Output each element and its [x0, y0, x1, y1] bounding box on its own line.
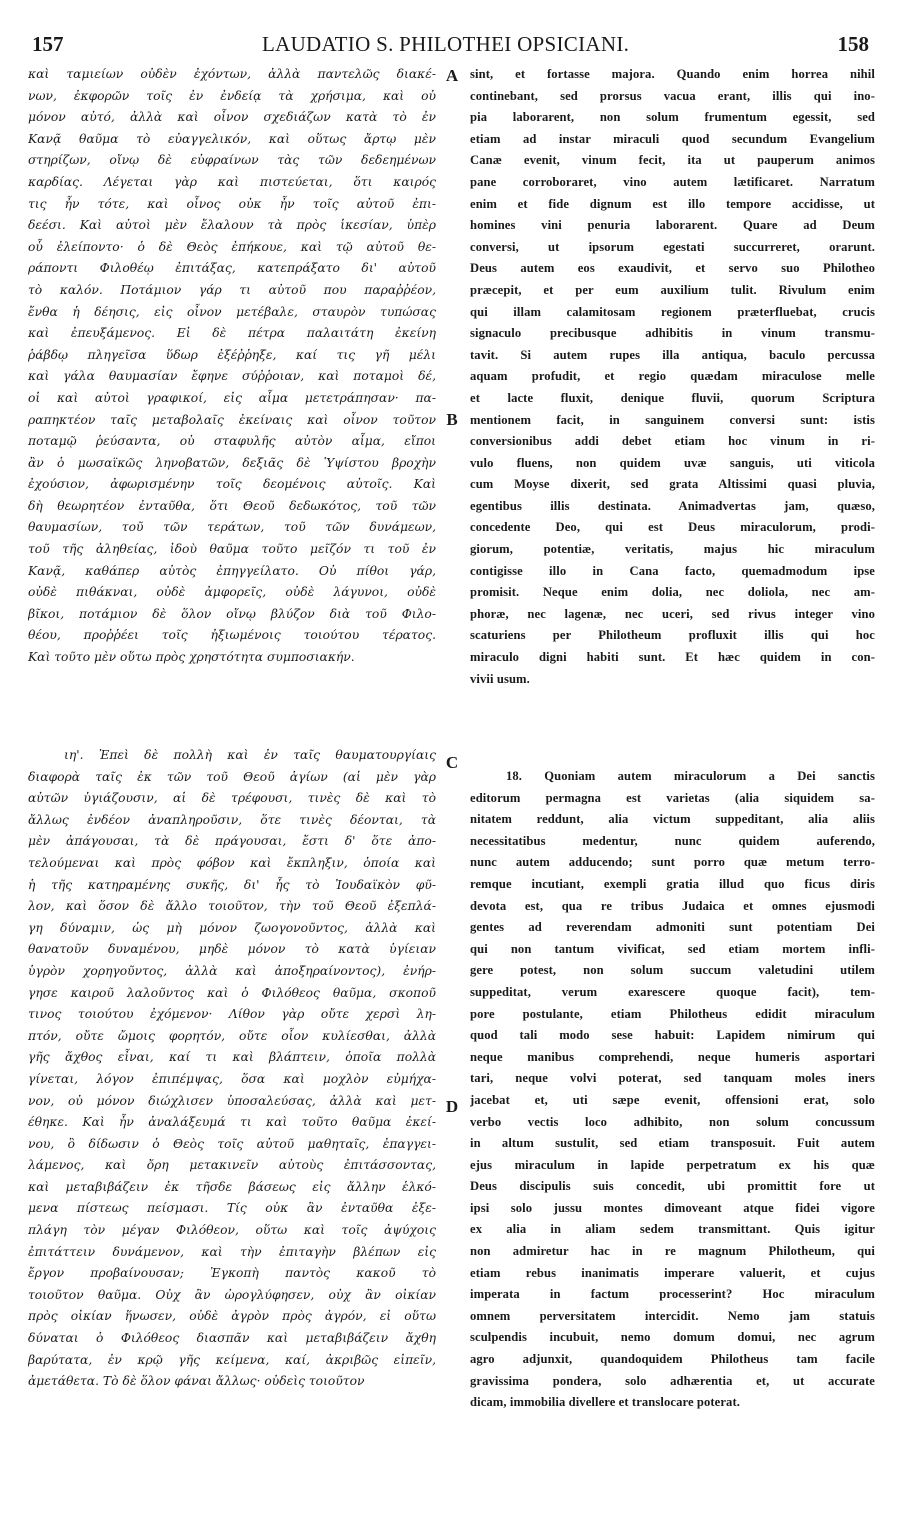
text-line: πρὸς οἰκίαν ἥνωσεν, οὐδὲ ἀγρὸν πρὸς ἀγρόν, εἰ οὕτω [28, 1309, 436, 1324]
text-line: καὶ μεταβιβάζειν ἐκ τῆσδε βάσεως εἰς ἄλλην ἑλκό- [28, 1179, 436, 1194]
text-line: ράποντι Φιλοθέῳ ἐπιτάξας, κατεπράξατο δι' αὐτοῦ [28, 261, 436, 276]
text-line: jacebat et, uti sæpe evenit, offensioni erat, solo [470, 1092, 875, 1107]
text-line: gere potest, non solum succum valetudini utilem [470, 963, 875, 978]
section-marker-c: C [445, 753, 459, 772]
text-line: οἱ καὶ αὐτοὶ γραφικοί, εἰς αἷμα μετετράπησαν· πα- [28, 390, 436, 405]
text-line: ἐπιτάττειν δυνάμενον, καὶ τὴν ἐπιταγὴν βλέπων εἰς [28, 1244, 436, 1259]
text-line: γίνεται, λόγον ἐπιπέμψας, ὅσα καὶ μοχλὸν εὐμήχα- [28, 1071, 436, 1086]
text-line: sculpendis incubuit, nemo domum domui, nec agrum [470, 1330, 875, 1345]
text-line: cum Moyse dixerit, sed grata Altissimi quasi pluvia, [470, 477, 875, 492]
text-line: Deus discipulis suis concedit, ubi promittit fore ut [470, 1179, 875, 1194]
text-line: et lacte fluxit, denique fluvii, quorum Scriptura [470, 390, 875, 405]
text-line: neque manibus comprehendi, neque humeris asportari [470, 1049, 875, 1064]
text-line: τινος τοιούτου ἐχόμενον· Λίθον γὰρ οὔτε χερσὶ λη- [28, 1007, 436, 1022]
text-line: imperata in factum processerint? Hoc miraculum [470, 1287, 875, 1302]
text-line: omnem perversitatem intercidit. Nemo jam statuis [470, 1308, 875, 1323]
text-line: Κανᾷ, καθάπερ αὐτὸς ἐπηγγείλατο. Οὐ πίθοι γάρ, [28, 563, 436, 578]
text-line: promisit. Neque enim dolia, nec doliola, nec am- [470, 585, 875, 600]
text-line: etiam ad instar miraculi quod secundum Evangelium [470, 131, 875, 146]
text-line: conversi, ut ipsorum egestati succurreret, orarunt. [470, 239, 875, 254]
greek-column-upper [28, 64, 436, 669]
text-line: præcepit, et per eum auxilium tulit. Rivulum enim [470, 282, 875, 297]
text-line: λον, καὶ ὅσον δὲ ἄλλο τοιοῦτον, τὴν τοῦ Θεοῦ ἐξεπλά- [28, 899, 436, 914]
text-line: contigisse illo in Cana facto, quemadmodum ipse [470, 563, 875, 578]
text-line: ῥάβδῳ πληγεῖσα ὕδωρ ἐξέῤῥηξε, καί τις γῆ μέλι [28, 347, 436, 362]
text-line: gentes ad reverendam admoniti sunt potentiam Dei [470, 920, 875, 935]
text-line: ἀμετάθετα. Τὸ δὲ ὅλον φάναι ἄλλως· οὐδεὶς τοιοῦτον [28, 1374, 365, 1389]
text-line: devota est, qua re tribus Judaica et omnes ejusmodi [470, 898, 875, 913]
text-line: ἂν ὁ μωσαϊκῶς ληνοβατῶν, δεξιᾶς δὲ Ὑψίστου βροχὴν [28, 455, 436, 470]
text-line: pane corroboraret, vino autem lætificaret. Narratum [470, 174, 875, 189]
text-line: concedente Deo, qui est Deus miraculorum, prodi- [470, 520, 875, 535]
text-line: qui illam calamitosam regionem præterfluebat, crucis [470, 304, 875, 319]
text-line: quod tali modo sese habuit: Lapidem nimirum qui [470, 1028, 875, 1043]
text-line: λάμενος, καὶ ὄρη μετακινεῖν αὐτοὺς ἐπιτάσσοντας, [28, 1158, 436, 1173]
text-line: necessitatibus medentur, nunc quidem auferendo, [470, 833, 875, 848]
text-line: ποταμῷ ῥεύσαντα, οὐ σταφυλῆς αὐτὸν αἷμα, εἴποι [28, 434, 436, 449]
text-line: δύναται ὁ Φιλόθεος διασπᾶν καὶ μεταβιβάζειν ἄχθη [28, 1331, 436, 1346]
text-line: τὸ καλόν. Ποτάμιον γάρ τι αὐτοῦ που παραῤῥέον, [28, 282, 436, 297]
text-line: ἔνθα ἡ δέησις, εἰς οἶνον μετέβαλε, σταυρὸν τυπώσας [28, 304, 436, 319]
text-line: βαρύτατα, ἐν κρῷ γῆς κείμενα, καί, ἀκριβῶς εἰπεῖν, [28, 1352, 436, 1367]
text-line: editorum permagna est varietas (alia siquidem sa- [470, 790, 875, 805]
text-line: μενα πίστεως πείσμασι. Τίς οὐκ ἂν ἐνταῦθα ἐξε- [28, 1201, 436, 1216]
latin-column-upper [470, 64, 875, 690]
text-line: aquam profudit, et regio quædam miraculose melle [470, 369, 875, 384]
text-line: tari, neque volvi poterat, sed tanquam moles iners [470, 1071, 875, 1086]
text-line: ἄλλως ἐνδέον ἀναπληροῦσιν, ὅτε τινὲς δέονται, τὰ [28, 812, 436, 827]
text-line: στηρίζων, οἴνῳ δὲ εὐφραίνων τὰς τῶν δεδεημένων [28, 153, 436, 168]
text-line: πλάγη τὸν μέγαν Φιλόθεον, οὕτω καὶ τοῖς ἀψύχοις [28, 1223, 436, 1238]
text-line: Deus autem eos exaudivit, et servo suo Philotheo [470, 261, 875, 276]
text-line: Canæ evenit, vinum fecit, ita ut pauperum animos [470, 153, 875, 168]
text-line: pore postulante, etiam Philotheus edidit miraculum [470, 1006, 875, 1021]
greek-column-lower [28, 745, 436, 1393]
text-line: qui non tantum vivificat, sed etiam mortem infli- [470, 941, 875, 956]
text-line: enim et fide dignum est illo tempore accidisse, ut [470, 196, 875, 211]
text-line: δεέσι. Καὶ αὐτοὶ μὲν ἔλαλουν τὰ πρὸς ἱκεσίαν, ὑπὲρ [28, 218, 436, 233]
page-header [0, 32, 903, 62]
text-line: θαυμασίων, τοῦ τῶν τεράτων, τοῦ τῶν δυνάμεων, [28, 520, 436, 535]
text-line: dicam, immobilia divellere et translocare poterat. [470, 1395, 740, 1410]
text-line: μὲν ἀπάγουσαι, τὰ δὲ πράγουσαι, ἔστι δ' ὅτε ἀπο- [28, 834, 436, 849]
text-line: tavit. Si autem rupes illa antiqua, baculo percussa [470, 347, 875, 362]
text-line: αὐτῶν ὑγιάζουσιν, αἱ δὲ τρέφουσι, τινὲς δὲ καὶ τὸ [28, 791, 436, 806]
text-line: διαφορὰ ταῖς ἐκ τῶν τοῦ Θεοῦ ἁγίων (αἱ μὲν γὰρ [28, 769, 436, 784]
text-line: phoræ, nec lagenæ, nec uceri, sed rivus integer vino [470, 606, 875, 621]
text-line: vivii usum. [470, 671, 530, 686]
latin-column-lower [470, 766, 875, 1414]
text-line: νων, ἐκφορῶν τοῖς ἐν ἐνδείᾳ τὰ χρήσιμα, καὶ οὐ [28, 88, 436, 103]
text-line: γη δύναμιν, ὡς μὴ μόνον ζωογονοῦντος, ἀλλὰ καὶ [28, 920, 436, 935]
text-line: sint, et fortasse majora. Quando enim horrea nihil [470, 67, 875, 81]
text-line: καὶ ἐπευξάμενος. Εἰ δὲ πέτρα παλαιτάτη ἐκείνη [28, 326, 436, 341]
text-line: Κανᾷ θαῦμα τὸ εὐαγγελικόν, καὶ οὕτως ἄρτῳ μὲν [28, 131, 436, 146]
text-line: nunc autem adducendo; sunt porro quæ metum terro- [470, 855, 875, 870]
page-number-left: 157 [32, 32, 64, 56]
text-line: μόνον αὐτό, ἀλλὰ καὶ οἶνον σχεδιάζων κατὰ τὸ ἐν [28, 110, 436, 125]
running-title: LAUDATIO S. PHILOTHEI OPSICIANI. [262, 32, 630, 56]
text-line: gravissima pondera, solo adhærentia et, ut accurate [470, 1373, 875, 1388]
text-line: agro adjunxit, quandoquidem Philotheus tam facile [470, 1352, 875, 1367]
text-line: etiam rebus inanimatis imperare valuerit, et cujus [470, 1265, 875, 1280]
text-line: οὗ ἐλείποντο· ὁ δὲ Θεὸς ἐπήκουε, καὶ τῷ αὐτοῦ θε- [28, 239, 436, 254]
text-line: Καὶ τοῦτο μὲν οὕτω πρὸς χρηστότητα συμποσιακήν. [28, 650, 355, 665]
text-line: νον, οὐ μόνον διώχλισεν ὑποσαλεύσας, ἀλλὰ καὶ μετ- [28, 1093, 436, 1108]
text-line: θανατοῦν δυναμένου, μηδὲ μόνον τὸ κατὰ ὑγίειαν [28, 942, 436, 957]
text-line: τοῦ τῆς ἀληθείας, ἰδοὺ θαῦμα τοῦτο μεῖζόν τι τοῦ ἐν [28, 542, 436, 557]
text-line: signaculo precibusque adhibitis in vinum transmu- [470, 326, 875, 341]
text-line: vulo fluens, non quidem uvæ sanguis, uti viticola [470, 455, 875, 470]
text-line: γῆς ἄχθος εἶναι, καί τι καὶ βλάπτειν, ὁποῖα πολλὰ [28, 1050, 436, 1065]
text-line: τελούμεναι καὶ πρὸς φόβον καὶ ἔκπληξιν, ὁποία καὶ [28, 855, 436, 870]
section-marker-b: B [446, 410, 458, 429]
text-line: pia laborarent, non solum frumentum egessit, sed [470, 110, 875, 125]
text-line: suppeditat, verum exarescere quoque facit), tem- [470, 984, 875, 999]
text-line: remque incutiant, exempli gratia illud quo ficus diris [470, 876, 875, 891]
text-line: egentibus illis destinata. Animadvertas jam, quæso, [470, 498, 875, 513]
text-line: ἐχούσιον, ἀφωρισμένην τοῖς δεομένοις αὐτοῖς. Καὶ [28, 477, 436, 492]
text-line: verbo vectis loco adhibito, non solum concussum [470, 1114, 875, 1129]
text-line: scaturiens per Philotheum profluxit illis qui hoc [470, 628, 875, 643]
text-line: δὴ θεωρητέον ἐνταῦθα, ὅτι Θεοῦ δεδωκότος, τοῦ τῶν [28, 498, 436, 513]
text-line: ραπηκτέον ταῖς μεταβολαῖς ἐκείναις καὶ οἶνον τοῦτον [28, 412, 436, 427]
text-line: έθηκε. Καὶ ἦν ἀναλάξευμά τι καὶ τοῦτο θαῦμα ἐκεί- [28, 1115, 436, 1130]
page-number-right: 158 [837, 32, 869, 56]
text-line: ιη'. Ἐπεὶ δὲ πολλὴ καὶ ἐν ταῖς θαυματουργίαις [64, 748, 436, 762]
text-line: οὐδὲ πιθάκναι, οὐδὲ ἀμφορεῖς, οὐδὲ λάγυνοι, οὐδὲ [28, 585, 436, 600]
text-line: ex alia in aliam sedem transmittant. Quis igitur [470, 1222, 875, 1237]
text-line: homines vini penuria laborarent. Quare ad Deum [470, 218, 875, 233]
text-line: γησε καιροῦ λαλοῦντος καὶ ὁ Φιλόθεος θαῦμα, σκοποῦ [28, 985, 436, 1000]
text-line: καὶ γάλα θαυμασίαν ἔφηνε σύῤῥοιαν, καὶ ποταμοὶ δέ, [28, 369, 436, 384]
text-line: conversionibus addi debet etiam hoc vinum in ri- [470, 434, 875, 449]
text-line: βῖκοι, ποτάμιον δὲ ὅλον οἴνῳ βλύζον διὰ τοῦ Φιλο- [28, 606, 436, 621]
text-line: θέου, προῤῥέει τοῖς ἠξιωμένοις τοιούτου τέρατος. [28, 628, 436, 643]
text-line: πτόν, οὔτε ὤμοις φορητόν, οὔτε οἷον κυλίεσθαι, ἀλλὰ [28, 1028, 436, 1043]
text-line: non admiretur hac in re magnum Philotheum, qui [470, 1244, 875, 1259]
text-line: mentionem facit, in sanguinem conversi sunt: istis [470, 412, 875, 427]
text-line: giorum, potentiæ, veritatis, majus hic miraculum [470, 542, 875, 557]
text-line: ipsi solo jussu montes dimoveant atque fidei vigore [470, 1200, 875, 1215]
text-line: 18. Quoniam autem miraculorum a Dei sanctis [506, 769, 875, 783]
text-line: ἔργον προβαίνουσαν; Ἐγκοπὴ παντὸς κακοῦ τὸ [28, 1266, 436, 1281]
text-line: ἡ τῆς κατηραμένης συκῆς, δι' ἧς τὸ Ἰουδαϊκὸν φῦ- [28, 877, 436, 892]
text-line: καρδίας. Λέγεται γὰρ καὶ πιστεύεται, ὅτι καιρός [28, 174, 436, 189]
text-line: continebant, sed prorsus vacua erant, illis qui ino- [470, 88, 875, 103]
section-marker-a: A [445, 66, 459, 85]
text-line: καὶ ταμιείων οὐδὲν ἐχόντων, ἀλλὰ παντελῶς διακέ- [28, 67, 436, 81]
text-line: in altum sustulit, sed etiam transposuit. Fuit autem [470, 1136, 875, 1151]
text-line: ejus miraculum in lapide perpetratum ex his quæ [470, 1157, 875, 1172]
section-marker-d: D [445, 1097, 459, 1116]
text-line: nitatem reddunt, alia victum suppeditant, alia aliis [470, 812, 875, 827]
text-line: miraculo digni habiti sunt. Et hæc quidem in con- [470, 650, 875, 665]
text-line: ὑγρὸν χορηγοῦντος, ἀλλὰ καὶ ἀποξηραίνοντος), ἐνήρ- [28, 963, 436, 978]
text-line: τις ἦν τότε, καὶ οἶνος οὐκ ἦν τοῖς αὐτοῦ ἐπι- [28, 196, 436, 211]
text-line: νου, ὃ δίδωσιν ὁ Θεὸς τοῖς αὐτοῦ μαθηταῖς, ἐπαγγει- [28, 1136, 436, 1151]
text-line: τοιοῦτον θαῦμα. Οὐχ ἂν ὠρογλύφησεν, οὐχ ἂν οἰκίαν [28, 1287, 436, 1302]
